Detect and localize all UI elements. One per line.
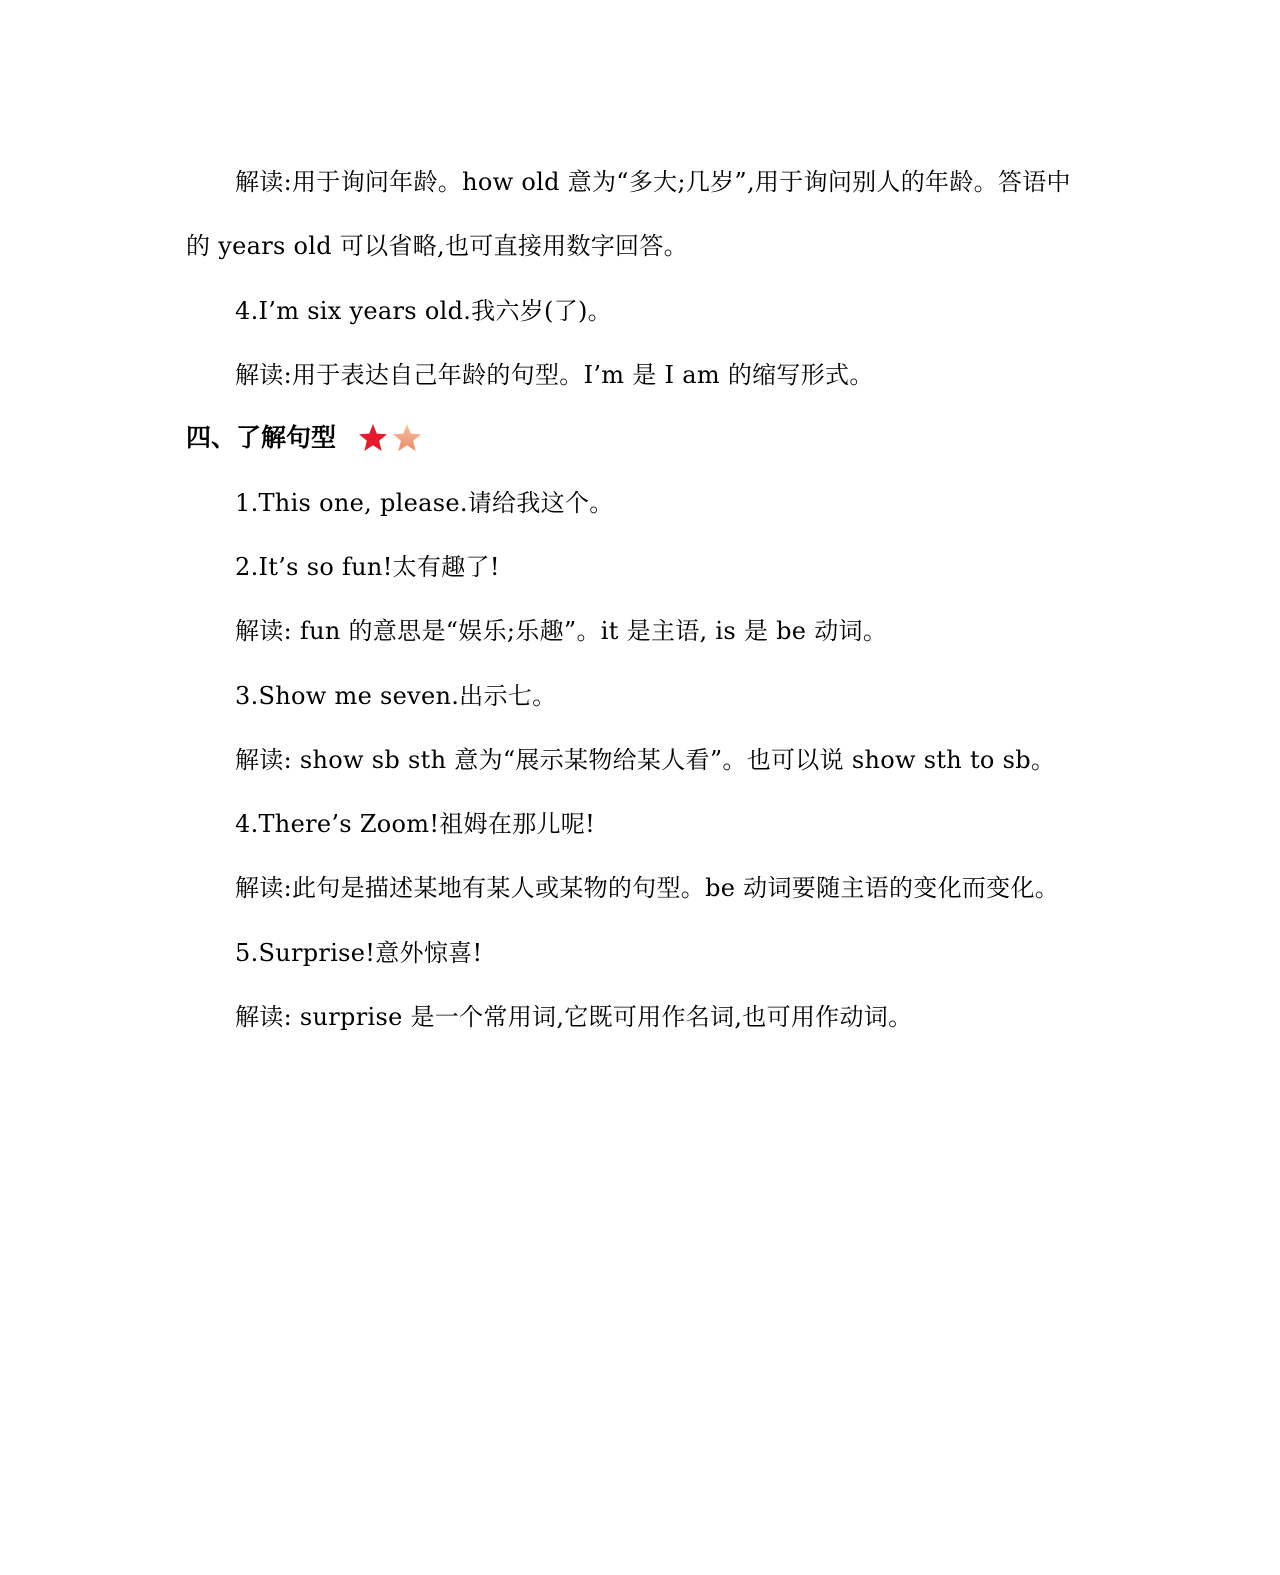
sentence-item: 1.This one, please.请给我这个。 [235, 489, 614, 517]
section-heading [186, 420, 422, 456]
explanation-line: 解读: surprise 是一个常用词,它既可用作名词,也可用作动词。 [235, 1003, 913, 1031]
sentence-item: 5.Surprise!意外惊喜! [235, 939, 483, 967]
explanation-line: 解读: show sb sth 意为“展示某物给某人看”。也可以说 show sth to sb。 [235, 746, 1056, 774]
difficulty-stars [358, 423, 422, 453]
text-line: 解读:用于表达自己年龄的句型。I’m 是 I am 的缩写形式。 [235, 361, 874, 389]
section-title: 四、了解句型 [186, 423, 337, 452]
sentence-item: 3.Show me seven.出示七。 [235, 682, 557, 710]
star-icon [358, 423, 388, 453]
sentence-item: 4.There’s Zoom!祖姆在那儿呢! [235, 810, 596, 838]
text-line: 解读:用于询问年龄。how old 意为“多大;几岁”,用于询问别人的年龄。答语中 [235, 168, 1071, 196]
text-line: 的 years old 可以省略,也可直接用数字回答。 [186, 232, 688, 260]
sentence-item: 2.It’s so fun!太有趣了! [235, 553, 500, 581]
explanation-line: 解读:此句是描述某地有某人或某物的句型。be 动词要随主语的变化而变化。 [235, 874, 1060, 902]
text-line: 4.I’m six years old.我六岁(了)。 [235, 297, 612, 325]
explanation-line: 解读: fun 的意思是“娱乐;乐趣”。it 是主语, is 是 be 动词。 [235, 617, 888, 645]
star-icon [392, 423, 422, 453]
